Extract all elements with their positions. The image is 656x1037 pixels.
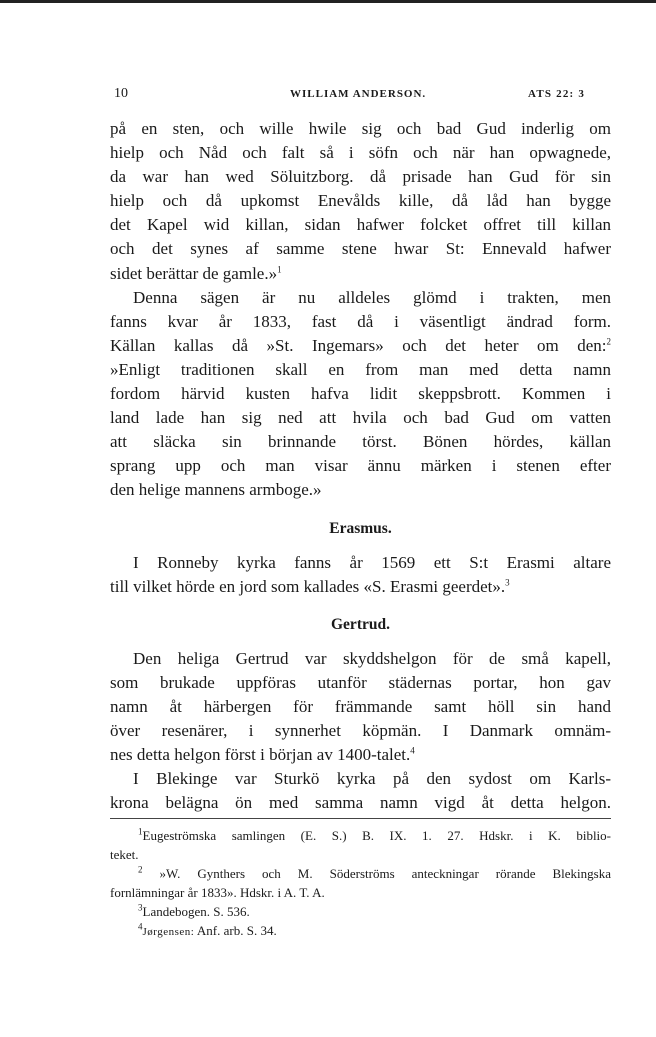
footnote-3 — [110, 902, 611, 921]
footnote-2 — [110, 864, 611, 883]
footnote-ref-4: 4 — [410, 745, 415, 756]
text-line: I Blekinge var Sturkö kyrka på den sydost om Karls- — [133, 769, 611, 789]
text-line — [110, 262, 611, 286]
text-line: land lade han sig ned att hvila och bad Gud om vatten — [110, 408, 611, 428]
text-line: på en sten, och wille hwile sig och bad Gud inderlig om — [110, 119, 611, 138]
paragraph-gertrud — [110, 647, 611, 767]
footnote-mark: 2 — [138, 865, 143, 876]
running-title: WILLIAM ANDERSON. — [290, 88, 427, 100]
text-line: krona belägna ön med samma namn vigd åt detta helgon. — [110, 793, 611, 813]
text-segment: till vilket hörde en jord som kallades «S. Erasmi geerdet». — [110, 576, 506, 596]
text-line: hielp och då upkomst Enevålds kille, då låd han bygge — [110, 191, 611, 211]
text-line: den helige mannens armboge.» — [110, 480, 322, 500]
footnotes — [110, 826, 611, 940]
footnote-author: Jørgensen: — [142, 926, 195, 939]
text-line: och det synes af samme stene hwar St: Ennevald hafwer — [110, 239, 611, 259]
footnote-1-continued: teket. — [110, 847, 139, 863]
footnote-text: Landebogen. S. 536. — [142, 904, 250, 920]
paragraph-legend-1833 — [110, 286, 611, 503]
text-line: fanns kvar år 1833, fast då i väsentligt ändrad form. — [110, 311, 611, 331]
text-line: det Kapel wid killan, sidan hafwer folcket offret till killan — [110, 215, 611, 235]
text-line — [110, 334, 611, 358]
page-body — [110, 117, 611, 940]
footnote-ref-3: 3 — [505, 576, 510, 587]
text-segment: sidet berättar de gamle.» — [110, 263, 278, 283]
text-line: namn åt härbergen för främmande samt höll sin hand — [110, 696, 611, 716]
text-line: att släcka sin brinnande törst. Bönen hördes, källan — [110, 432, 611, 452]
section-heading-erasmus: Erasmus. — [329, 519, 392, 537]
footnote-text: Eugeströmska samlingen (E. S.) B. IX. 1. 27. Hdskr. i K. biblio- — [142, 828, 611, 844]
text-line: som brukade uppföras utanför städernas portar, hon gav — [110, 672, 611, 692]
series-reference: ATS 22: 3 — [528, 88, 586, 100]
text-line: Den heliga Gertrud var skyddshelgon för de små kapell, — [133, 648, 611, 668]
paragraph-erasmus — [110, 551, 611, 599]
footnote-divider — [110, 818, 611, 819]
text-line — [110, 575, 611, 599]
section-heading-gertrud: Gertrud. — [331, 615, 390, 633]
footnote-text: Anf. arb. S. 34. — [196, 923, 277, 939]
text-line: Denna sägen är nu alldeles glömd i trakten, men — [133, 287, 611, 307]
footnote-text: »W. Gynthers och M. Söderströms anteckningar rörande Blekingska — [159, 866, 611, 882]
text-line — [110, 743, 611, 767]
footnote-1 — [110, 826, 611, 845]
footnote-mark: 1 — [138, 827, 143, 838]
text-line: över resenärer, i synnerhet köpmän. I Danmark omnäm- — [110, 720, 611, 740]
footnote-2-continued: fornlämningar år 1833». Hdskr. i A. T. A. — [110, 885, 325, 901]
text-line: »Enligt traditionen skall en from man med detta namn — [110, 359, 611, 379]
text-segment: Källan kallas då »St. Ingemars» och det heter om den: — [110, 335, 607, 355]
footnote-mark: 3 — [138, 903, 143, 914]
page-number: 10 — [114, 86, 128, 101]
text-line: I Ronneby kyrka fanns år 1569 ett S:t Erasmi altare — [133, 552, 611, 572]
text-line: hielp och Nåd och falt så i söfn och när han opwagnede, — [110, 143, 611, 163]
paragraph-blekinge — [110, 767, 611, 815]
text-line: sprang upp och man visar ännu märken i stenen efter — [110, 456, 611, 476]
footnote-ref-2: 2 — [606, 336, 611, 347]
page-header — [112, 86, 612, 106]
footnote-ref-1: 1 — [277, 263, 282, 274]
top-border-rule — [0, 0, 656, 3]
text-line: da war han wed Söluitzborg. då prisade han Gud för sin — [110, 167, 611, 187]
text-line: fordom härvid kusten hafva lidit skeppsbrott. Kommen i — [110, 384, 611, 404]
footnote-4 — [110, 921, 611, 940]
footnote-mark: 4 — [138, 922, 143, 933]
paragraph-legend-end — [110, 117, 611, 286]
text-segment: nes detta helgon först i början av 1400-talet. — [110, 745, 411, 765]
